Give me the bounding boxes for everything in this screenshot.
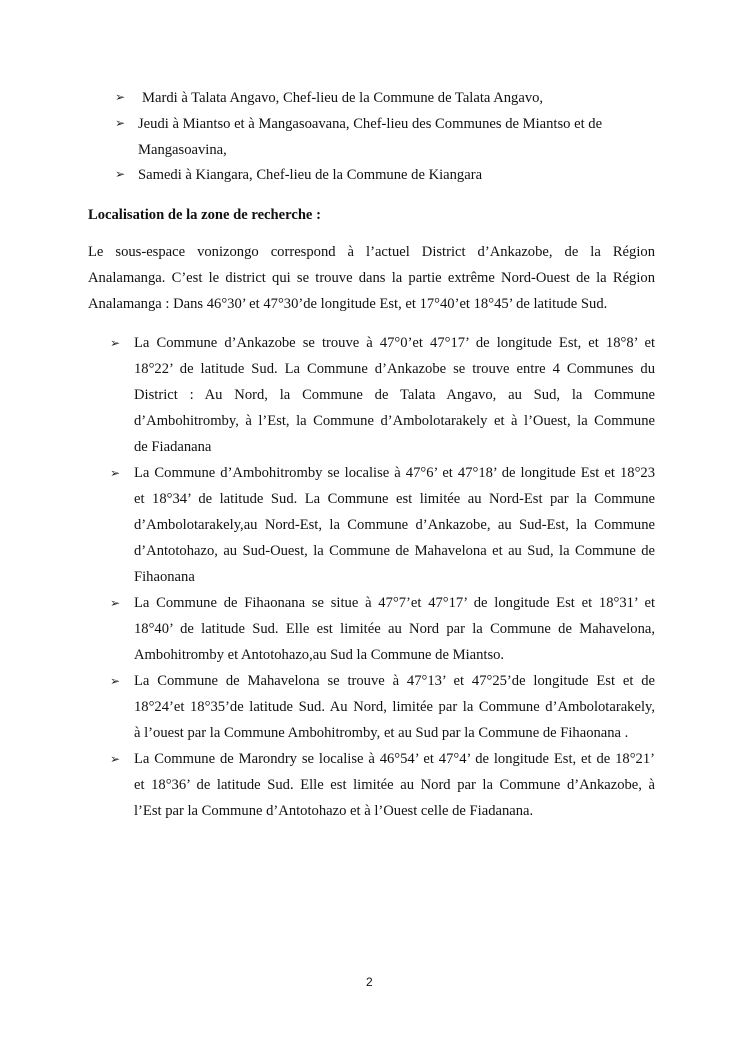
schedule-line: Mangasoavina,	[138, 142, 227, 158]
arrow-bullet-icon: ➢	[115, 167, 126, 181]
commune-line: 18°22’ de latitude Sud. La Commune d’Ankazobe se trouve entre 4 Communes du	[134, 361, 655, 377]
commune-line: La Commune de Fihaonana se situe à 47°7’et 47°17’ de longitude Est et 18°31’ et	[134, 595, 655, 611]
arrow-bullet-icon: ➢	[110, 752, 121, 766]
commune-line: La Commune de Mahavelona se trouve à 47°13’ et 47°25’de longitude Est et de	[134, 673, 655, 689]
arrow-bullet-icon: ➢	[110, 596, 121, 610]
schedule-line: Jeudi à Miantso et à Mangasoavana, Chef-lieu des Communes de Miantso et de	[138, 116, 603, 132]
commune-line: et 18°36’ de latitude Sud. Elle est limitée au Nord par la Commune d’Ankazobe, à	[134, 777, 655, 793]
arrow-bullet-icon: ➢	[110, 466, 121, 480]
commune-line: Ambohitromby et Antotohazo,au Sud la Commune de Miantso.	[134, 647, 505, 663]
intro-line: Le sous-espace vonizongo correspond à l’actuel District d’Ankazobe, de la Région	[88, 244, 655, 260]
arrow-bullet-icon: ➢	[115, 90, 126, 104]
commune-line: et 18°34’ de latitude Sud. La Commune est limitée au Nord-Est par la Commune	[134, 491, 655, 507]
commune-line: à l’ouest par la Commune Ambohitromby, et au Sud par la Commune de Fihaonana .	[134, 725, 629, 741]
arrow-bullet-icon: ➢	[115, 116, 126, 130]
commune-line: La Commune d’Ankazobe se trouve à 47°0’et 47°17’ de longitude Est, et 18°8’ et	[134, 335, 655, 351]
section-heading: Localisation de la zone de recherche :	[88, 207, 321, 223]
commune-line: District : Au Nord, la Commune de Talata Angavo, au Sud, la Commune	[134, 387, 655, 403]
commune-line: d’Antotohazo, au Sud-Ouest, la Commune de Mahavelona et au Sud, la Commune de	[134, 543, 655, 559]
arrow-bullet-icon: ➢	[110, 674, 121, 688]
commune-line: 18°40’ de latitude Sud. Elle est limitée au Nord par la Commune de Mahavelona,	[134, 621, 655, 637]
intro-line: Analamanga : Dans 46°30’ et 47°30’de longitude Est, et 17°40’et 18°45’ de latitude Sud.	[88, 296, 608, 312]
commune-line: d’Ambohitromby, à l’Est, la Commune d’Ambolotarakely et à l’Ouest, la Commune	[134, 413, 655, 429]
commune-line: La Commune de Marondry se localise à 46°54’ et 47°4’ de longitude Est, et de 18°21’	[134, 751, 655, 767]
commune-line: Fihaonana	[134, 569, 195, 585]
commune-line: l’Est par la Commune d’Antotohazo et à l’Ouest celle de Fiadanana.	[134, 803, 534, 819]
schedule-line: Mardi à Talata Angavo, Chef-lieu de la Commune de Talata Angavo,	[142, 90, 544, 106]
arrow-bullet-icon: ➢	[110, 336, 121, 350]
commune-line: d’Ambolotarakely,au Nord-Est, la Commune d’Ankazobe, au Sud-Est, la Commune	[134, 517, 655, 533]
intro-line: Analamanga. C’est le district qui se trouve dans la partie extrême Nord-Ouest de la Région	[88, 270, 655, 286]
schedule-line: Samedi à Kiangara, Chef-lieu de la Commune de Kiangara	[138, 167, 483, 183]
commune-line: 18°24’et 18°35’de latitude Sud. Au Nord, limitée par la Commune d’Ambolotarakely,	[134, 699, 655, 715]
page-number: 2	[366, 975, 373, 989]
commune-line: La Commune d’Ambohitromby se localise à 47°6’ et 47°18’ de longitude Est et 18°23	[134, 465, 655, 481]
commune-line: de Fiadanana	[134, 439, 212, 455]
